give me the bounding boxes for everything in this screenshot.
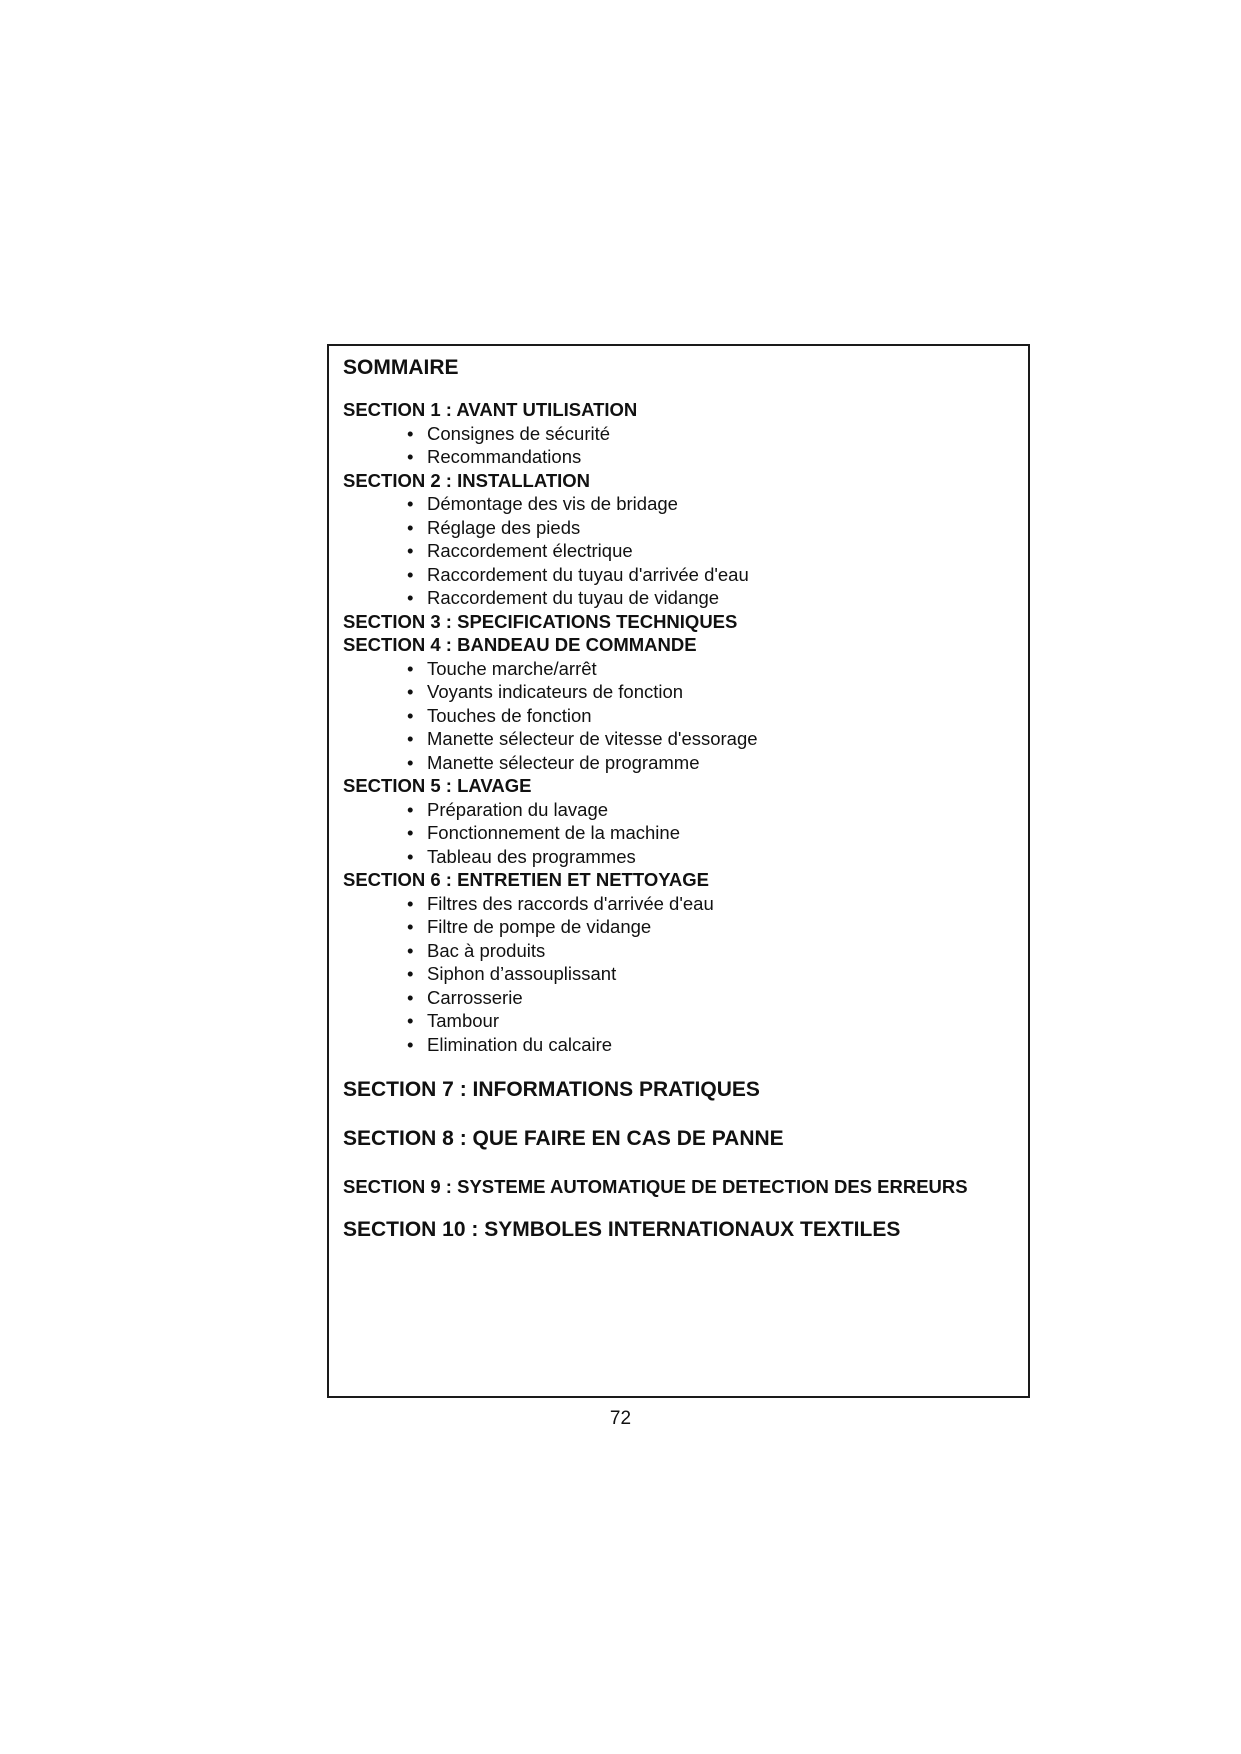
section-1: [343, 398, 1023, 469]
section-10-heading: SECTION 10 : SYMBOLES INTERNATIONAUX TEXTILES: [343, 1218, 901, 1241]
list-item: • Consignes de sécurité: [343, 422, 1023, 446]
section-heading: SECTION 5 : LAVAGE: [343, 775, 532, 796]
section-3: [343, 610, 1023, 634]
list-item: • Manette sélecteur de programme: [343, 751, 1023, 775]
section-7-heading: SECTION 7 : INFORMATIONS PRATIQUES: [343, 1078, 760, 1101]
list-item: • Raccordement du tuyau de vidange: [343, 586, 1023, 610]
list-item: • Réglage des pieds: [343, 516, 1023, 540]
section-9-heading: SECTION 9 : SYSTEME AUTOMATIQUE DE DETECTION DES ERREURS: [343, 1176, 968, 1197]
list-item: • Filtres des raccords d'arrivée d'eau: [343, 892, 1023, 916]
section-8-heading: SECTION 8 : QUE FAIRE EN CAS DE PANNE: [343, 1127, 784, 1150]
section-items: [343, 422, 1023, 469]
section-2: [343, 469, 1023, 610]
list-item: • Tableau des programmes: [343, 845, 1023, 869]
list-item: • Raccordement du tuyau d'arrivée d'eau: [343, 563, 1023, 587]
list-item: • Filtre de pompe de vidange: [343, 915, 1023, 939]
list-item: • Touche marche/arrêt: [343, 657, 1023, 681]
section-heading: SECTION 2 : INSTALLATION: [343, 469, 591, 491]
section-4: [343, 633, 1023, 774]
section-heading: SECTION 1 : AVANT UTILISATION: [343, 399, 638, 420]
table-of-contents: [343, 354, 1023, 1244]
list-item: • Elimination du calcaire: [343, 1033, 1023, 1057]
list-item: • Voyants indicateurs de fonction: [343, 680, 1023, 704]
section-heading: SECTION 4 : BANDEAU DE COMMANDE: [343, 634, 697, 655]
list-item: • Manette sélecteur de vitesse d'essorage: [343, 727, 1023, 751]
list-item: • Recommandations: [343, 445, 1023, 469]
page-number: 72: [609, 1408, 632, 1429]
section-5: [343, 774, 1023, 868]
list-item: • Tambour: [343, 1009, 1023, 1033]
section-items: [343, 892, 1023, 1057]
list-item: • Fonctionnement de la machine: [343, 821, 1023, 845]
list-item: • Bac à produits: [343, 939, 1023, 963]
section-6: [343, 868, 1023, 1056]
section-items: [343, 492, 1023, 610]
page-title: SOMMAIRE: [343, 356, 459, 379]
list-item: • Démontage des vis de bridage: [343, 492, 1023, 516]
section-items: [343, 657, 1023, 775]
section-items: [343, 798, 1023, 869]
section-heading: SECTION 6 : ENTRETIEN ET NETTOYAGE: [343, 869, 709, 890]
list-item: • Carrosserie: [343, 986, 1023, 1010]
list-item: • Préparation du lavage: [343, 798, 1023, 822]
list-item: • Raccordement électrique: [343, 539, 1023, 563]
list-item: • Siphon d’assouplissant: [343, 962, 1023, 986]
section-heading: SECTION 3 : SPECIFICATIONS TECHNIQUES: [343, 610, 738, 632]
list-item: • Touches de fonction: [343, 704, 1023, 728]
